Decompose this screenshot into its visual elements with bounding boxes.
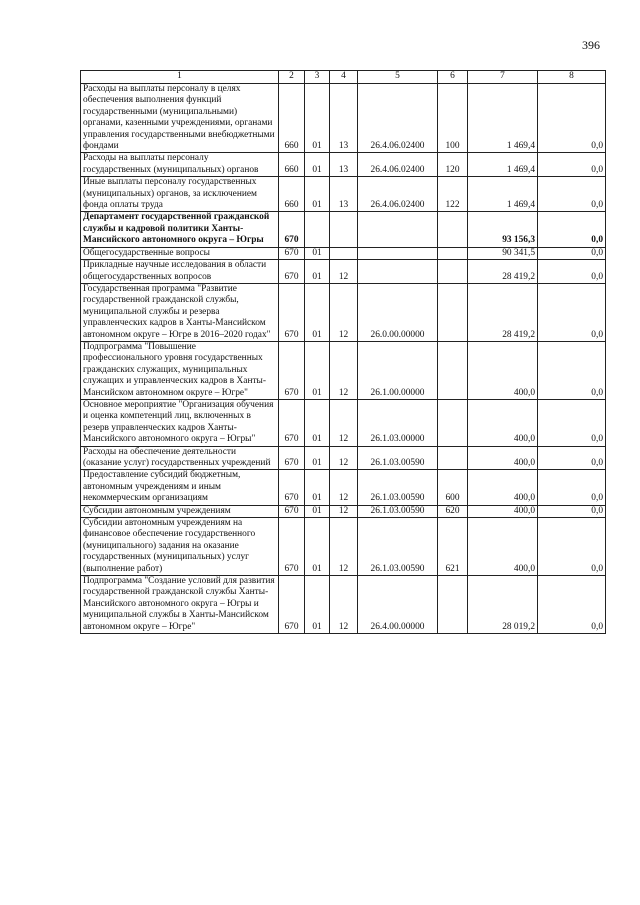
header-cell-2: 2 bbox=[279, 71, 305, 84]
expense-type-cell: 620 bbox=[438, 505, 468, 517]
amount-cell: 400,0 bbox=[468, 505, 538, 517]
target-article-cell bbox=[358, 212, 438, 247]
row-name-cell: Субсидии автономным учреждениям на финансовое обеспечение государственного (муниципального) задания на оказание государственных (муниципальных) услуг (выполнение работ) bbox=[81, 518, 279, 576]
header-cell-8: 8 bbox=[538, 71, 606, 84]
table-row bbox=[81, 341, 606, 399]
table-row bbox=[81, 260, 606, 284]
ministry-code-cell: 670 bbox=[279, 212, 305, 247]
ministry-code-cell: 670 bbox=[279, 399, 305, 446]
amount-cell: 1 469,4 bbox=[468, 84, 538, 153]
amount-extra-cell: 0,0 bbox=[538, 153, 606, 177]
budget-table bbox=[80, 70, 606, 634]
subsection-code-cell: 12 bbox=[330, 283, 358, 341]
expense-type-cell: 122 bbox=[438, 177, 468, 212]
table-row bbox=[81, 505, 606, 517]
section-code-cell: 01 bbox=[305, 153, 330, 177]
amount-cell: 93 156,3 bbox=[468, 212, 538, 247]
row-name-cell: Расходы на выплаты персоналу государственных (муниципальных) органов bbox=[81, 153, 279, 177]
subsection-code-cell bbox=[330, 212, 358, 247]
section-code-cell: 01 bbox=[305, 177, 330, 212]
amount-extra-cell: 0,0 bbox=[538, 177, 606, 212]
ministry-code-cell: 670 bbox=[279, 341, 305, 399]
page-number: 396 bbox=[582, 38, 600, 52]
row-name-cell: Иные выплаты персоналу государственных (муниципальных) органов, за исключением фонда оплаты труда bbox=[81, 177, 279, 212]
amount-cell: 400,0 bbox=[468, 446, 538, 470]
subsection-code-cell: 12 bbox=[330, 399, 358, 446]
table-row bbox=[81, 247, 606, 259]
expense-type-cell: 621 bbox=[438, 518, 468, 576]
target-article-cell: 26.1.03.00000 bbox=[358, 399, 438, 446]
amount-cell: 400,0 bbox=[468, 518, 538, 576]
target-article-cell: 26.1.03.00590 bbox=[358, 470, 438, 505]
table-header-row bbox=[81, 71, 606, 84]
amount-extra-cell: 0,0 bbox=[538, 212, 606, 247]
subsection-code-cell: 12 bbox=[330, 446, 358, 470]
ministry-code-cell: 660 bbox=[279, 84, 305, 153]
table-row bbox=[81, 399, 606, 446]
ministry-code-cell: 670 bbox=[279, 260, 305, 284]
expense-type-cell bbox=[438, 446, 468, 470]
section-code-cell: 01 bbox=[305, 260, 330, 284]
subsection-code-cell bbox=[330, 247, 358, 259]
amount-cell: 90 341,5 bbox=[468, 247, 538, 259]
ministry-code-cell: 670 bbox=[279, 283, 305, 341]
amount-cell: 28 019,2 bbox=[468, 576, 538, 634]
expense-type-cell bbox=[438, 283, 468, 341]
amount-extra-cell: 0,0 bbox=[538, 260, 606, 284]
row-name-cell: Основное мероприятие "Организация обучения и оценка компетенций лиц, включенных в резерв управленческих кадров Ханты-Мансийского автономного округа – Югры" bbox=[81, 399, 279, 446]
row-name-cell: Предоставление субсидий бюджетным, автономным учреждениям и иным некоммерческим организациям bbox=[81, 470, 279, 505]
section-code-cell: 01 bbox=[305, 283, 330, 341]
row-name-cell: Расходы на обеспечение деятельности (оказание услуг) государственных учреждений bbox=[81, 446, 279, 470]
amount-extra-cell: 0,0 bbox=[538, 576, 606, 634]
row-name-cell: Субсидии автономным учреждениям bbox=[81, 505, 279, 517]
amount-cell: 28 419,2 bbox=[468, 260, 538, 284]
target-article-cell: 26.4.06.02400 bbox=[358, 153, 438, 177]
section-code-cell: 01 bbox=[305, 505, 330, 517]
subsection-code-cell: 12 bbox=[330, 341, 358, 399]
ministry-code-cell: 670 bbox=[279, 446, 305, 470]
expense-type-cell bbox=[438, 576, 468, 634]
amount-extra-cell: 0,0 bbox=[538, 341, 606, 399]
amount-cell: 400,0 bbox=[468, 470, 538, 505]
ministry-code-cell: 670 bbox=[279, 247, 305, 259]
section-code-cell bbox=[305, 212, 330, 247]
ministry-code-cell: 670 bbox=[279, 518, 305, 576]
row-name-cell: Подпрограмма "Создание условий для развития государственной гражданской службы Ханты-Мансийского автономного округа – Югры и муниципальной службы в Ханты-Мансийском автономном округе – Югре" bbox=[81, 576, 279, 634]
section-code-cell: 01 bbox=[305, 576, 330, 634]
expense-type-cell bbox=[438, 260, 468, 284]
section-code-cell: 01 bbox=[305, 399, 330, 446]
header-cell-6: 6 bbox=[438, 71, 468, 84]
expense-type-cell: 120 bbox=[438, 153, 468, 177]
amount-extra-cell: 0,0 bbox=[538, 446, 606, 470]
target-article-cell: 26.0.00.00000 bbox=[358, 283, 438, 341]
target-article-cell: 26.4.06.02400 bbox=[358, 177, 438, 212]
table-row bbox=[81, 446, 606, 470]
table-row bbox=[81, 177, 606, 212]
row-name-cell: Прикладные научные исследования в области общегосударственных вопросов bbox=[81, 260, 279, 284]
ministry-code-cell: 670 bbox=[279, 576, 305, 634]
section-code-cell: 01 bbox=[305, 341, 330, 399]
section-code-cell: 01 bbox=[305, 446, 330, 470]
ministry-code-cell: 660 bbox=[279, 177, 305, 212]
table-row bbox=[81, 576, 606, 634]
expense-type-cell: 100 bbox=[438, 84, 468, 153]
amount-cell: 1 469,4 bbox=[468, 153, 538, 177]
row-name-cell: Департамент государственной гражданской службы и кадровой политики Ханты-Мансийского автономного округа – Югры bbox=[81, 212, 279, 247]
row-name-cell: Общегосударственные вопросы bbox=[81, 247, 279, 259]
row-name-cell: Государственная программа "Развитие государственной гражданской службы, муниципальной службы и резерва управленческих кадров в Ханты-Мансийском автономном округе – Югре в 2016–2020 годах" bbox=[81, 283, 279, 341]
target-article-cell: 26.4.06.02400 bbox=[358, 84, 438, 153]
expense-type-cell bbox=[438, 399, 468, 446]
table-row bbox=[81, 518, 606, 576]
subsection-code-cell: 12 bbox=[330, 518, 358, 576]
expense-type-cell bbox=[438, 212, 468, 247]
target-article-cell: 26.1.03.00590 bbox=[358, 505, 438, 517]
target-article-cell bbox=[358, 247, 438, 259]
amount-cell: 400,0 bbox=[468, 341, 538, 399]
subsection-code-cell: 12 bbox=[330, 470, 358, 505]
table-row bbox=[81, 283, 606, 341]
amount-cell: 28 419,2 bbox=[468, 283, 538, 341]
header-cell-7: 7 bbox=[468, 71, 538, 84]
subsection-code-cell: 12 bbox=[330, 576, 358, 634]
section-code-cell: 01 bbox=[305, 247, 330, 259]
amount-extra-cell: 0,0 bbox=[538, 283, 606, 341]
header-cell-5: 5 bbox=[358, 71, 438, 84]
amount-extra-cell: 0,0 bbox=[538, 247, 606, 259]
amount-extra-cell: 0,0 bbox=[538, 518, 606, 576]
subsection-code-cell: 12 bbox=[330, 505, 358, 517]
row-name-cell: Расходы на выплаты персоналу в целях обеспечения выполнения функций государственными (муниципальными) органами, казенными учреждениями, органами управления государственными внебюджетными фондами bbox=[81, 84, 279, 153]
row-name-cell: Подпрограмма "Повышение профессионального уровня государственных гражданских служащих, муниципальных служащих и управленческих кадров в Ханты-Мансийском автономном округе – Югре" bbox=[81, 341, 279, 399]
amount-cell: 1 469,4 bbox=[468, 177, 538, 212]
header-cell-4: 4 bbox=[330, 71, 358, 84]
ministry-code-cell: 670 bbox=[279, 505, 305, 517]
section-code-cell: 01 bbox=[305, 84, 330, 153]
table-row bbox=[81, 470, 606, 505]
target-article-cell: 26.1.00.00000 bbox=[358, 341, 438, 399]
amount-extra-cell: 0,0 bbox=[538, 399, 606, 446]
expense-type-cell bbox=[438, 341, 468, 399]
subsection-code-cell: 13 bbox=[330, 84, 358, 153]
header-cell-1: 1 bbox=[81, 71, 279, 84]
amount-extra-cell: 0,0 bbox=[538, 505, 606, 517]
subsection-code-cell: 13 bbox=[330, 177, 358, 212]
section-code-cell: 01 bbox=[305, 518, 330, 576]
target-article-cell: 26.4.00.00000 bbox=[358, 576, 438, 634]
section-code-cell: 01 bbox=[305, 470, 330, 505]
target-article-cell: 26.1.03.00590 bbox=[358, 446, 438, 470]
expense-type-cell bbox=[438, 247, 468, 259]
header-cell-3: 3 bbox=[305, 71, 330, 84]
subsection-code-cell: 12 bbox=[330, 260, 358, 284]
table-row bbox=[81, 212, 606, 247]
ministry-code-cell: 660 bbox=[279, 153, 305, 177]
target-article-cell: 26.1.03.00590 bbox=[358, 518, 438, 576]
amount-extra-cell: 0,0 bbox=[538, 470, 606, 505]
ministry-code-cell: 670 bbox=[279, 470, 305, 505]
subsection-code-cell: 13 bbox=[330, 153, 358, 177]
table-row bbox=[81, 84, 606, 153]
table-row bbox=[81, 153, 606, 177]
expense-type-cell: 600 bbox=[438, 470, 468, 505]
amount-cell: 400,0 bbox=[468, 399, 538, 446]
target-article-cell bbox=[358, 260, 438, 284]
amount-extra-cell: 0,0 bbox=[538, 84, 606, 153]
